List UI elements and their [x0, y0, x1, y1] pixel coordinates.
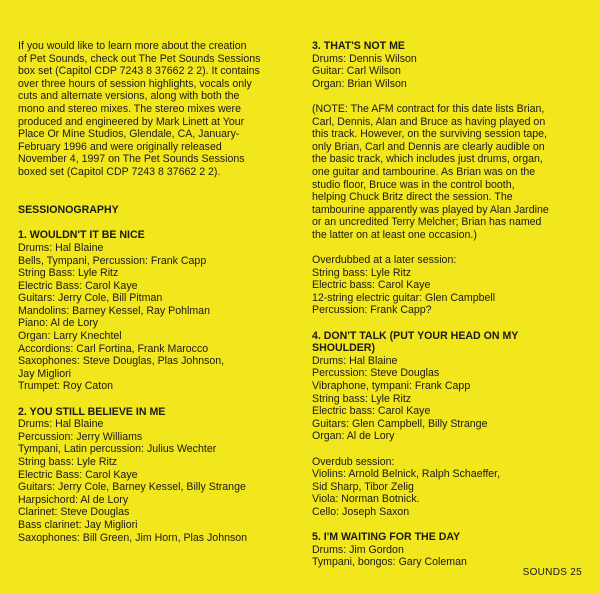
- note-line: helping Chuck Britz direct the session. The: [312, 191, 513, 204]
- credit-line: Drums: Dennis Wilson: [312, 52, 417, 65]
- song-title: 5. I'M WAITING FOR THE DAY: [312, 531, 461, 544]
- credit-line: Accordions: Carl Fortina, Frank Marocco: [18, 342, 209, 355]
- credit-line: Electric bass: Carol Kaye: [312, 405, 431, 418]
- credit-line: Guitars: Glen Campbell, Billy Strange: [312, 417, 488, 430]
- credit-line: Drums: Hal Blaine: [18, 418, 104, 431]
- credit-line: Tympani, bongos: Gary Coleman: [312, 556, 467, 569]
- intro-line: over three hours of session highlights, vocals only: [18, 77, 252, 90]
- note-line: the latter on at least one occasion.): [312, 228, 477, 241]
- song-title: 1. WOULDN'T IT BE NICE: [18, 229, 145, 242]
- credit-line: Piano: Al de Lory: [18, 317, 99, 330]
- song-title: SHOULDER): [312, 342, 375, 355]
- credit-line: Tympani, Latin percussion: Julius Wechter: [18, 443, 217, 456]
- credit-line: Vibraphone, tympani: Frank Capp: [312, 380, 471, 393]
- note-line: only Brian, Carl and Dennis are clearly audible on: [312, 140, 545, 153]
- credit-line: Guitars: Jerry Cole, Bill Pitman: [18, 292, 163, 305]
- overdub-line: Overdub session:: [312, 455, 395, 468]
- note-line: one guitar and tambourine. As Brian was on the: [312, 165, 536, 178]
- note-line: this track. However, on the surviving session tape,: [312, 128, 547, 141]
- intro-line: cuts and alternate versions, along with both the: [18, 90, 240, 103]
- intro-line: box set (Capitol CDP 7243 8 37662 2 2). It contains: [18, 65, 260, 78]
- intro-line: of Pet Sounds, check out The Pet Sounds Sessions: [18, 52, 261, 65]
- overdub-line: Viola: Norman Botnick.: [312, 493, 420, 506]
- credit-line: Percussion: Steve Douglas: [312, 367, 440, 380]
- credit-line: Electric Bass: Carol Kaye: [18, 468, 138, 481]
- intro-line: Place Or Mine Studios, Glendale, CA, January-: [18, 128, 240, 141]
- note-line: (NOTE: The AFM contract for this date lists Brian,: [312, 102, 545, 115]
- intro-line: produced and engineered by Mark Linett at Your: [18, 115, 245, 128]
- credit-line: Guitars: Jerry Cole, Barney Kessel, Billy Strange: [18, 481, 246, 494]
- credit-line: Organ: Larry Knechtel: [18, 330, 122, 343]
- credit-line: Saxophones: Bill Green, Jim Horn, Plas Johnson: [18, 531, 248, 544]
- overdub-line: Percussion: Frank Capp?: [312, 304, 432, 317]
- song-title: 3. THAT'S NOT ME: [312, 40, 405, 52]
- overdub-line: Overdubbed at a later session:: [312, 254, 457, 267]
- credit-line: String Bass: Lyle Ritz: [18, 267, 119, 280]
- note-line: the basic track, which includes just drums, organ,: [312, 153, 543, 166]
- page-footer: SOUNDS 25: [522, 567, 582, 578]
- credit-line: Clarinet: Steve Douglas: [18, 506, 130, 519]
- overdub-line: String bass: Lyle Ritz: [312, 266, 412, 279]
- credit-line: Bass clarinet: Jay Migliori: [18, 518, 138, 531]
- note-line: tambourine apparently was played by Alan Jardine: [312, 203, 549, 216]
- intro-paragraph: [18, 40, 290, 179]
- note-line: Carl, Dennis, Alan and Bruce as having played on: [312, 115, 546, 128]
- intro-line: February 1996 and were originally released: [18, 140, 222, 153]
- note-line: or an uncredited Terry Melcher; Brian has named: [312, 216, 542, 229]
- credit-line: Guitar: Carl Wilson: [312, 65, 401, 78]
- overdub-line: Violins: Arnold Belnick, Ralph Schaeffer,: [312, 468, 501, 481]
- credit-line: Drums: Hal Blaine: [18, 241, 104, 254]
- note-line: studio floor, Bruce was in the control booth,: [312, 178, 515, 191]
- song-title: 4. DON'T TALK (PUT YOUR HEAD ON MY: [312, 329, 519, 342]
- intro-line: boxed set (Capitol CDP 7243 8 37662 2 2).: [18, 165, 221, 178]
- overdub-line: Sid Sharp, Tibor Zelig: [312, 480, 414, 493]
- song-title: 2. YOU STILL BELIEVE IN ME: [18, 405, 166, 418]
- credit-line: Bells, Tympani, Percussion: Frank Capp: [18, 254, 207, 267]
- overdub-line: Cello: Joseph Saxon: [312, 505, 410, 518]
- credit-line: Mandolins: Barney Kessel, Ray Pohlman: [18, 304, 210, 317]
- credit-line: Percussion: Jerry Williams: [18, 430, 143, 443]
- credit-line: Trumpet: Roy Caton: [18, 380, 113, 393]
- right-column: [312, 40, 584, 569]
- overdub-line: 12-string electric guitar: Glen Campbell: [312, 291, 496, 304]
- credit-line: Organ: Al de Lory: [312, 430, 395, 443]
- intro-line: November 4, 1997 on The Pet Sounds Sessions: [18, 153, 245, 166]
- credit-line: Electric Bass: Carol Kaye: [18, 279, 138, 292]
- credit-line: String bass: Lyle Ritz: [312, 392, 412, 405]
- credit-line: Saxophones: Steve Douglas, Plas Johnson,: [18, 355, 225, 368]
- credit-line: Jay Migliori: [18, 367, 71, 380]
- credit-line: Harpsichord: Al de Lory: [18, 493, 129, 506]
- credit-line: Organ: Brian Wilson: [312, 77, 407, 90]
- credit-line: String bass: Lyle Ritz: [18, 456, 118, 468]
- overdub-line: Electric bass: Carol Kaye: [312, 279, 431, 292]
- sessionography-heading: SESSIONOGRAPHY: [18, 204, 119, 217]
- credit-line: Drums: Hal Blaine: [312, 354, 398, 367]
- credit-line: Drums: Jim Gordon: [312, 543, 404, 556]
- intro-line: mono and stereo mixes. The stereo mixes were: [18, 102, 241, 115]
- intro-line: If you would like to learn more about the creation: [18, 40, 247, 52]
- left-column: [18, 40, 290, 544]
